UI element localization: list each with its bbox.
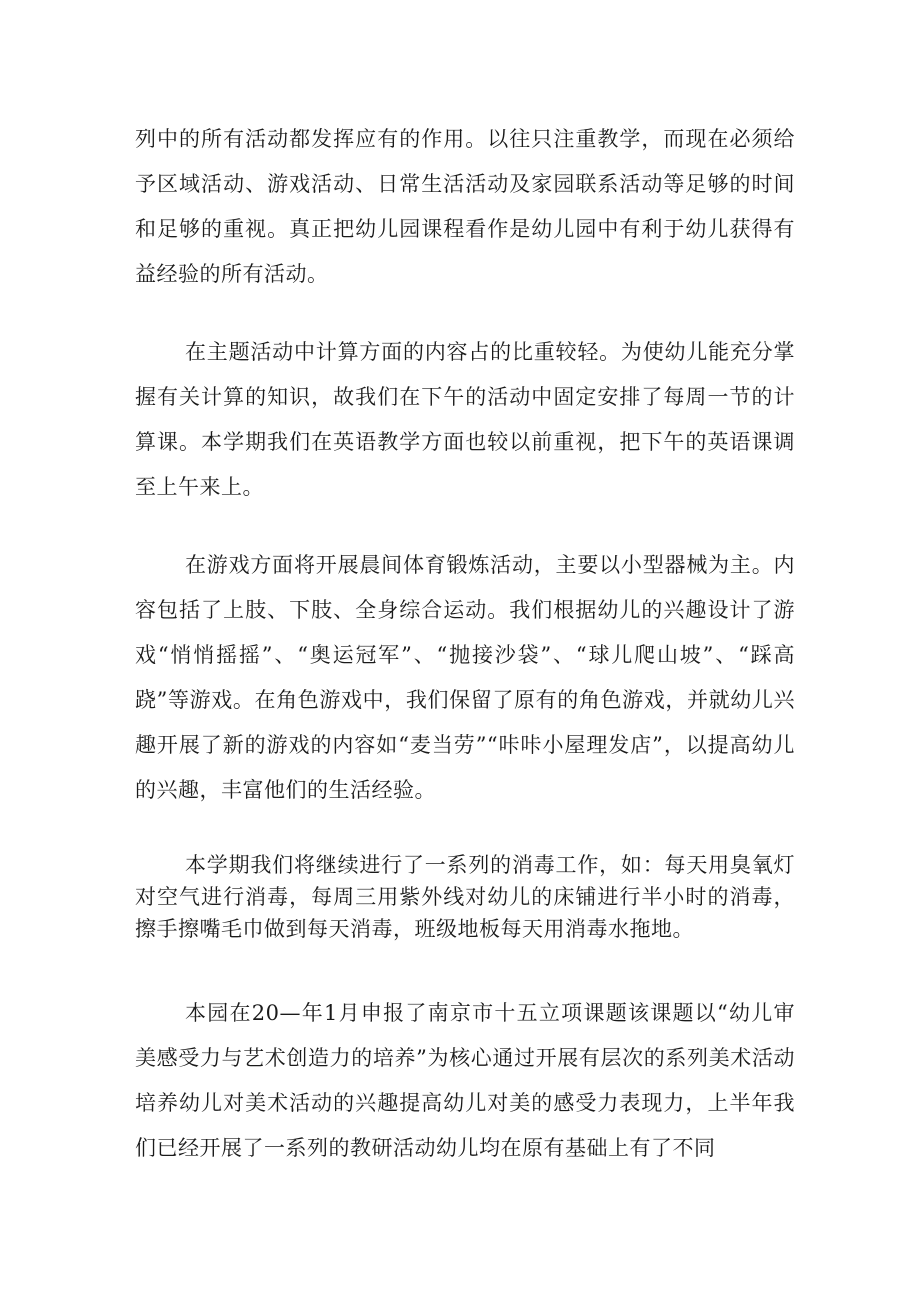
paragraph-3: 在游戏方面将开展晨间体育锻炼活动，主要以小型器械为主。内容包括了上肢、下肢、全身综合运动。我们根据幼儿的兴趣设计了游戏“悄悄摇摇”、“奥运冠军”、“抛接沙袋”、“球儿爬山坡”、“踩高跷”等游戏。在角色游戏中，我们保留了原有的角色游戏，并就幼儿兴趣开展了新的游戏的内容如“麦当劳”“咔咔小屋理发店”，以提高幼儿的兴趣，丰富他们的生活经验。	[135, 553, 795, 802]
paragraph-5: 本园在20—年1月申报了南京市十五立项课题该课题以“幼儿审美感受力与艺术创造力的培养”为核心通过开展有层次的系列美术活动培养幼儿对美术活动的兴趣提高幼儿对美的感受力表现力，上半年我们已经开展了一系列的教研活动幼儿均在原有基础上有了不同	[135, 1001, 795, 1160]
paragraph-2: 在主题活动中计算方面的内容占的比重较轻。为使幼儿能充分掌握有关计算的知识，故我们在下午的活动中固定安排了每周一节的计算课。本学期我们在英语教学方面也较以前重视，把下午的英语课调至上午来上。	[135, 340, 795, 499]
paragraph-1: 列中的所有活动都发挥应有的作用。以往只注重教学，而现在必须给予区域活动、游戏活动、日常生活活动及家园联系活动等足够的时间和足够的重视。真正把幼儿园课程看作是幼儿园中有利于幼儿获得有益经验的所有活动。	[135, 127, 795, 286]
paragraph-4: 本学期我们将继续进行了一系列的消毒工作，如：每天用臭氧灯对空气进行消毒，每周三用紫外线对幼儿的床铺进行半小时的消毒，擦手擦嘴毛巾做到每天消毒，班级地板每天用消毒水拖地。	[135, 853, 795, 941]
